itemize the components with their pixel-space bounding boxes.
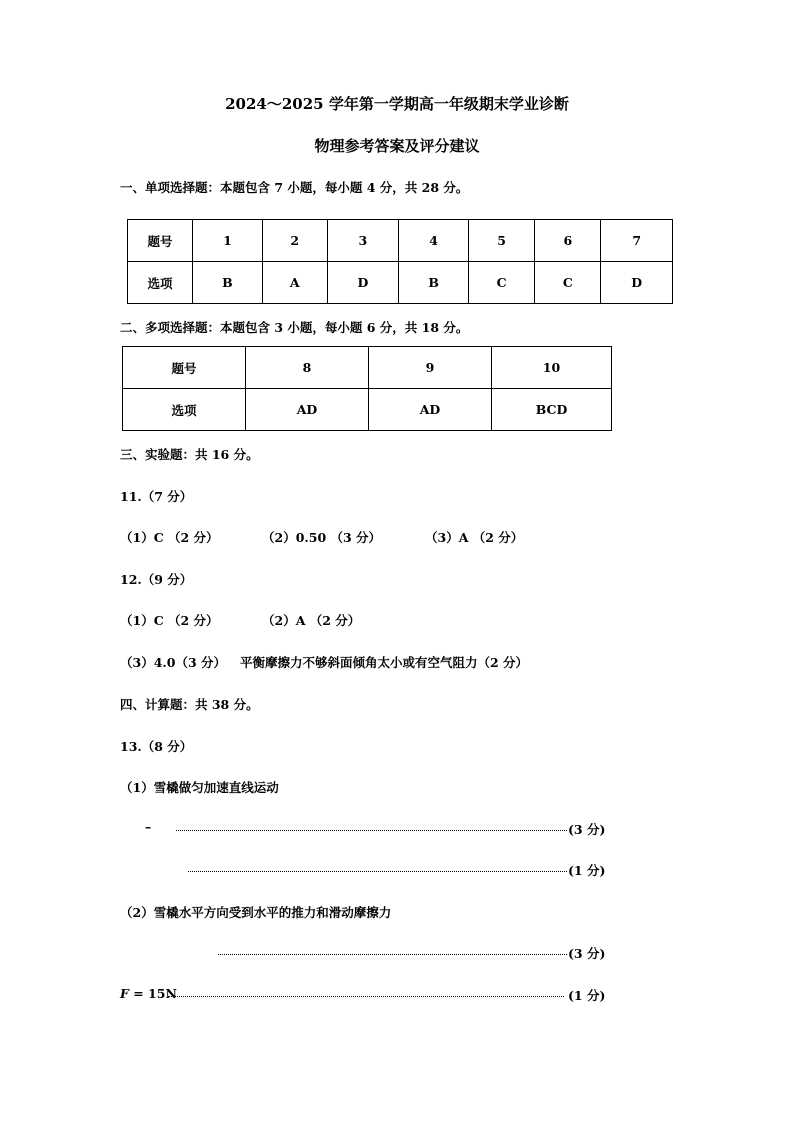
multi-choice-table: [122, 346, 612, 431]
table-row: [128, 262, 673, 304]
table-cell: D: [601, 262, 673, 304]
score-label: (1 分): [568, 988, 606, 1003]
leader-dots: [168, 996, 564, 997]
score-label: (1 分): [568, 863, 606, 878]
table-cell: 8: [246, 347, 369, 389]
q13-part-1: （1）雪橇做匀加速直线运动: [120, 780, 279, 795]
q12-answer-2: （2）A （2 分）: [262, 613, 361, 628]
q11-answer-1: （1）C （2 分）: [120, 530, 219, 545]
question-13: 13.（8 分）: [120, 739, 193, 754]
single-choice-table: [127, 219, 673, 304]
section3-heading: 三、实验题：共 16 分。: [120, 447, 259, 462]
table-cell: AD: [369, 389, 492, 431]
table-cell: 7: [601, 220, 673, 262]
table-cell: AD: [246, 389, 369, 431]
table-cell: 6: [535, 220, 601, 262]
q11-answer-3: （3）A （2 分）: [425, 530, 524, 545]
q13-part-2: （2）雪橇水平方向受到水平的推力和滑动摩擦力: [120, 905, 392, 920]
force-symbol: F: [120, 986, 129, 1001]
score-label: (3 分): [568, 946, 606, 961]
row-header: 题号: [128, 220, 193, 262]
table-cell: C: [535, 262, 601, 304]
force-value: = 15N: [128, 986, 177, 1001]
equation-dash: –: [145, 819, 152, 834]
table-row: [128, 220, 673, 262]
section2-heading: 二、多项选择题：本题包含 3 小题，每小题 6 分，共 18 分。: [120, 320, 469, 335]
q12-answer-1: （1）C （2 分）: [120, 613, 219, 628]
force-result: [120, 986, 177, 1001]
table-cell: BCD: [492, 389, 612, 431]
document-subtitle: 物理参考答案及评分建议: [314, 137, 480, 155]
leader-dots: [188, 871, 567, 872]
q12-answer-4: 平衡摩擦力不够斜面倾角太小或有空气阻力（2 分）: [240, 655, 529, 670]
table-cell: 3: [327, 220, 399, 262]
leader-dots: [176, 830, 567, 831]
table-cell: B: [399, 262, 469, 304]
q11-answer-2: （2）0.50 （3 分）: [262, 530, 382, 545]
row-header: 题号: [123, 347, 246, 389]
question-12: 12.（9 分）: [120, 572, 193, 587]
leader-dots: [218, 954, 567, 955]
section4-heading: 四、计算题：共 38 分。: [120, 697, 259, 712]
table-cell: 9: [369, 347, 492, 389]
score-label: (3 分): [568, 822, 606, 837]
table-cell: 10: [492, 347, 612, 389]
table-cell: 1: [193, 220, 263, 262]
table-row: [123, 389, 612, 431]
row-header: 选项: [123, 389, 246, 431]
question-11: 11.（7 分）: [120, 489, 193, 504]
table-cell: 2: [262, 220, 327, 262]
table-cell: D: [327, 262, 399, 304]
document-title: 2024～2025 学年第一学期高一年级期末学业诊断: [225, 95, 569, 113]
table-cell: A: [262, 262, 327, 304]
table-row: [123, 347, 612, 389]
table-cell: 4: [399, 220, 469, 262]
table-cell: B: [193, 262, 263, 304]
table-cell: 5: [469, 220, 535, 262]
section1-heading: 一、单项选择题：本题包含 7 小题，每小题 4 分，共 28 分。: [120, 180, 469, 195]
table-cell: C: [469, 262, 535, 304]
row-header: 选项: [128, 262, 193, 304]
q12-answer-3: （3）4.0（3 分）: [120, 655, 226, 670]
